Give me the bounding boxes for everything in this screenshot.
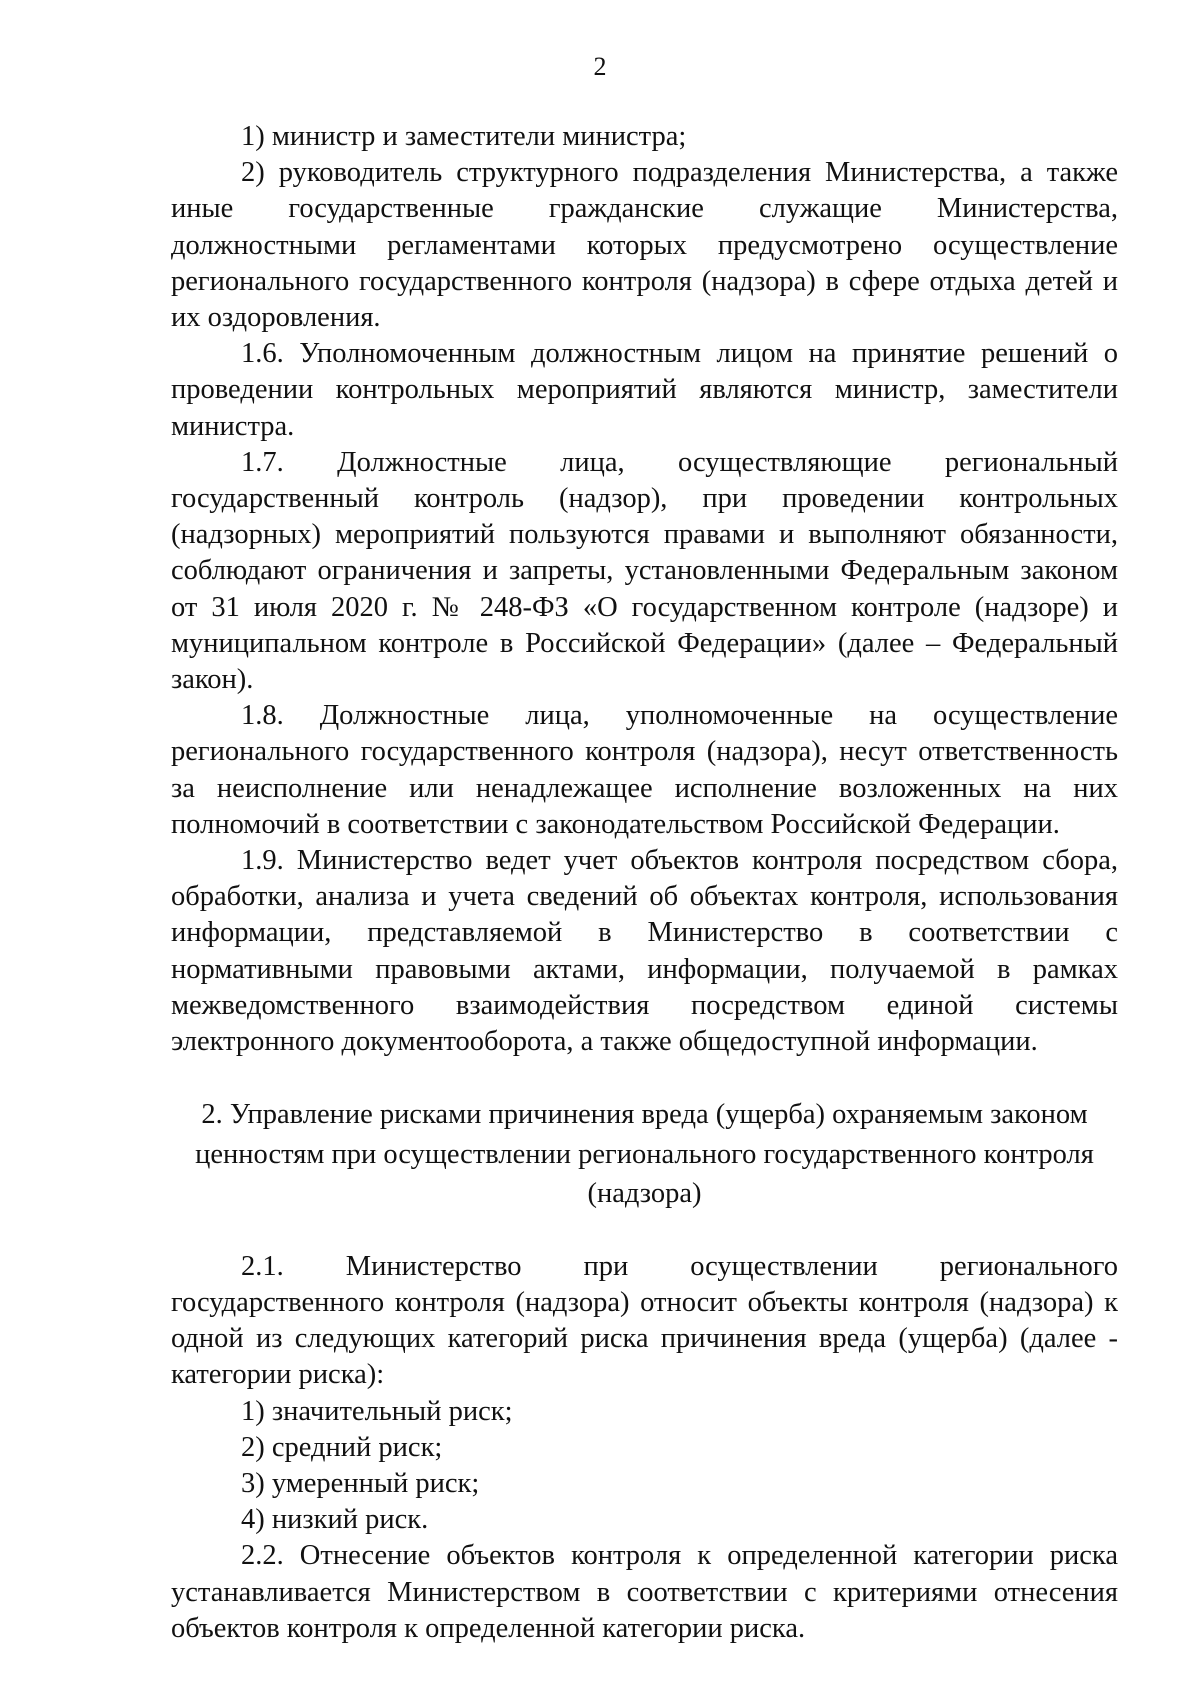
section-2-heading-line-2: ценностям при осуществлении регионального государственного контроля (195, 1138, 1094, 1170)
risk-item-significant: 1) значительный риск; (241, 1395, 513, 1427)
section-2-heading-line-1: 2. Управление рисками причинения вреда (ущерба) охраняемым законом (201, 1099, 1088, 1131)
paragraph-1-8: 1.8. Должностные лица, уполномоченные на осуществление регионального государственного контроля (надзора), несут ответственность за неисполнение или ненадлежащее исполнение возложенных на них полномочий в соответствии с законодательством Российской Федерации. (171, 700, 1118, 840)
paragraph-1-6: 1.6. Уполномоченным должностным лицом на принятие решений о проведении контрольных мероприятий являются министр, заместители министра. (171, 338, 1118, 442)
paragraph-2-1: 2.1. Министерство при осуществлении регионального государственного контроля (надзора) относит объекты контроля (надзора) к одной из следующих категорий риска причинения вреда (ущерба) (далее - категории риска): (171, 1250, 1118, 1391)
risk-item-medium: 2) средний риск; (241, 1431, 443, 1463)
risk-item-low: 4) низкий риск. (241, 1504, 429, 1536)
list-item-minister: 1) министр и заместители министра; (241, 121, 687, 152)
paragraph-1-9: 1.9. Министерство ведет учет объектов контроля посредством сбора, обработки, анализа и учета сведений об объектах контроля, использования информации, представляемой в Министерство в соответствии с нормативными правовыми актами, информации, получаемой в рамках межведомственного взаимодействия посредством единой системы электронного документооборота, а также общедоступной информации. (171, 845, 1118, 1058)
paragraph-2-2: 2.2. Отнесение объектов контроля к определенной категории риска устанавливается Министерством в соответствии с критериями отнесения объектов контроля к определенной категории риска. (171, 1540, 1118, 1644)
page-number: 2 (593, 52, 607, 81)
list-item-department-head: 2) руководитель структурного подразделения Министерства, а также иные государственные гражданские служащие Министерства, должностными регламентами которых предусмотрено осуществление регионального государственного контроля (надзора) в сфере отдыха детей и их оздоровления. (171, 157, 1118, 334)
risk-item-moderate: 3) умеренный риск; (241, 1468, 480, 1499)
section-2-heading-line-3: (надзора) (587, 1178, 702, 1210)
paragraph-1-7: 1.7. Должностные лица, осуществляющие региональный государственный контроль (надзор), при проведении контрольных (надзорных) мероприятий пользуются правами и выполняют обязанности, соблюдают ограничения и запреты, установленными Федеральным законом от 31 июля 2020 г. № 248-ФЗ «О государственном контроле (надзоре) и муниципальном контроле в Российской Федерации» (далее – Федеральный закон). (171, 446, 1118, 696)
document-body (171, 119, 1118, 1647)
section-2-heading (171, 1095, 1118, 1214)
